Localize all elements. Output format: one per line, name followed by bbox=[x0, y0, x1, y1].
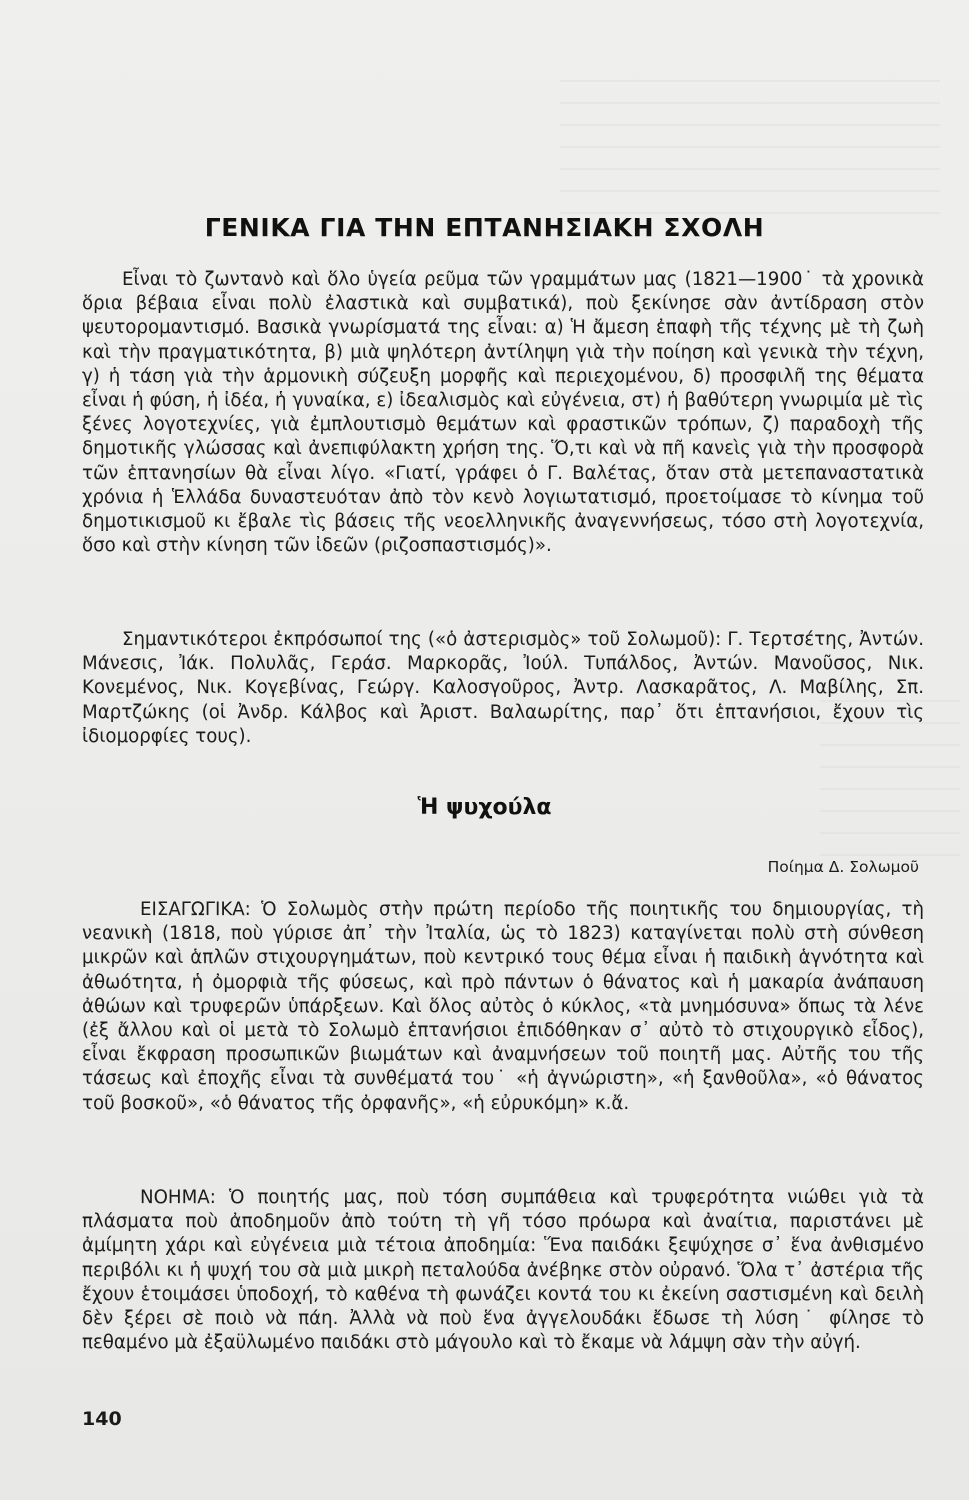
poem-title: Ἡ ψυχούλα bbox=[417, 795, 552, 820]
paragraph-meaning: ΝΟΗΜΑ: Ὁ ποιητής μας, ποὺ τόση συμπάθεια καὶ τρυφερότητα νιώθει γιὰ τὰ πλάσματα ποὺ ἀποδημοῦν ἀπὸ τούτη τὴ γῆ τόσο πρόωρα καὶ ἀναίτια, παριστάνει μὲ ἀμίμητη χάρι καὶ εὐγένεια μιὰ τέτοια ἀποδημία: Ἕνα παιδάκι ξεψύχησε σ᾿ ἕνα ἀνθισμένο περιβόλι κι ἡ ψυχή του σὰ μιὰ μικρὴ πεταλούδα ἀνέβηκε στὸν οὐρανό. Ὅλα τ᾿ ἀστέρια τῆς ἔχουν ἑτοιμάσει ὑποδοχή, τὸ καθένα τὴ φωνάζει κοντά του κι ἐκείνη σαστισμένη καὶ δειλὴ δὲν ξέρει σὲ ποιὸ νὰ πάη. Ἀλλὰ νὰ ποὺ ἕνα ἀγγελουδάκι ἔδωσε τὴ λύση˙ φίλησε τὸ πεθαμένο μὰ ἐξαϋλωμένο παιδάκι στὸ μάγουλο καὶ τὸ ἔκαμε νὰ λάμψη σὰν τὴν αὐγή. bbox=[82, 1187, 924, 1354]
paragraph-representatives: Σημαντικότεροι ἐκπρόσωποί της («ὁ ἀστερισμὸς» τοῦ Σολωμοῦ): Γ. Τερτσέτης, Ἀντών. Μάνεσις, Ἰάκ. Πολυλᾶς, Γεράσ. Μαρκορᾶς, Ἰούλ. Τυπάλδος, Ἀντών. Μανοῦσος, Νικ. Κονεμένος, Νικ. Κογεβίνας, Γεώργ. Καλοσγοῦρος, Ἀντρ. Λασκαρᾶτος, Λ. Μαβίλης, Σπ. Μαρτζώκης (οἱ Ἀνδρ. Κάλβος καὶ Ἀριστ. Βαλαωρίτης, παρ᾿ ὅτι ἑπτανήσιοι, ἔχουν τὶς ἰδιομορφίες τους). bbox=[82, 629, 924, 747]
show-through-texture bbox=[560, 80, 940, 220]
page-number: 140 bbox=[82, 1408, 122, 1430]
page-title: ΓΕΝΙΚΑ ΓΙΑ ΤΗΝ ΕΠΤΑΝΗΣΙΑΚΗ ΣΧΟΛΗ bbox=[204, 213, 765, 242]
paragraph-intro: Εἶναι τὸ ζωντανὸ καὶ ὅλο ὑγεία ρεῦμα τῶν γραμμάτων μας (1821—1900˙ τὰ χρονικὰ ὅρια βέβαια εἶναι πολὺ ἐλαστικὰ καὶ συμβατικά), ποὺ ξεκίνησε σὰν ἀντίδραση στὸν ψευτορομαντισμό. Βασικὰ γνωρίσματά της εἶναι: α) Ἡ ἄμεση ἐπαφὴ τῆς τέχνης μὲ τὴ ζωὴ καὶ τὴν πραγματικότητα, β) μιὰ ψηλότερη ἀντίληψη γιὰ τὴν ποίηση καὶ γενικὰ τὴν τέχνη, γ) ἡ τάση γιὰ τὴν ἁρμονικὴ σύζευξη μορφῆς καὶ περιεχομένου, δ) προσφιλῆ της θέματα εἶναι ἡ φύση, ἡ ἰδέα, ἡ γυναίκα, ε) ἰδεαλισμὸς καὶ εὐγένεια, στ) ἡ βαθύτερη γνωριμία μὲ τὶς ξένες λογοτεχνίες, γιὰ ἐμπλουτισμὸ θεμάτων καὶ φραστικῶν τρόπων, ζ) παραδοχὴ τῆς δημοτικῆς γλώσσας καὶ ἀνεπιφύλακτη χρήση της. Ὅ,τι καὶ νὰ πῆ κανεὶς γιὰ τὴν προσφορὰ τῶν ἑπτανησίων θὰ εἶναι λίγο. «Γιατί, γράφει ὁ Γ. Βαλέτας, ὅταν στὰ μετεπαναστατικὰ χρόνια ἡ Ἑλλάδα δυναστευόταν ἀπὸ τὸν κενὸ λογιωτατισμό, προετοίμασε τὸ κίνημα τοῦ δημοτικισμοῦ κι ἔβαλε τὶς βάσεις τῆς νεοελληνικῆς ἀναγεννήσεως, τόσο στὴ λογοτεχνία, ὅσο καὶ στὴν κίνηση τῶν ἰδεῶν (ριζοσπαστισμός)». bbox=[82, 269, 924, 557]
poem-attribution: Ποίημα Δ. Σολωμοῦ bbox=[767, 858, 919, 876]
paragraph-introductory-notes: ΕΙΣΑΓΩΓΙΚΑ: Ὁ Σολωμὸς στὴν πρώτη περίοδο τῆς ποιητικῆς του δημιουργίας, τὴ νεανικὴ (1818, ποὺ γύρισε ἀπ᾿ τὴν Ἰταλία, ὡς τὸ 1823) καταγίνεται πολὺ στὴ σύνθεση μικρῶν καὶ ἁπλῶν στιχουργημάτων, ποὺ κεντρικό τους θέμα εἶναι ἡ παιδικὴ ἁγνότητα καὶ ἀθωότητα, ἡ ὀμορφιὰ τῆς φύσεως, καὶ πρὸ πάντων ὁ θάνατος καὶ ἡ μακαρία ἀνάπαυση ἀθώων καὶ τρυφερῶν ὑπάρξεων. Καὶ ὅλος αὐτὸς ὁ κύκλος, «τὰ μνημόσυνα» ὅπως τὰ λένε (ἐξ ἄλλου καὶ οἱ μετὰ τὸ Σολωμὸ ἑπτανήσιοι ἐπιδόθηκαν σ᾿ αὐτὸ τὸ στιχουργικὸ εἶδος), εἶναι ἔκφραση προσωπικῶν βιωμάτων καὶ ἀναμνήσεων τοῦ ποιητῆ μας. Αὐτῆς του τῆς τάσεως καὶ ἐποχῆς εἶναι τὰ συνθέματά του˙ «ἡ ἀγνώριστη», «ἡ ξανθοῦλα», «ὁ θάνατος τοῦ βοσκοῦ», «ὁ θάνατος τῆς ὀρφανῆς», «ἡ εὐρυκόμη» κ.ἄ. bbox=[82, 899, 924, 1114]
